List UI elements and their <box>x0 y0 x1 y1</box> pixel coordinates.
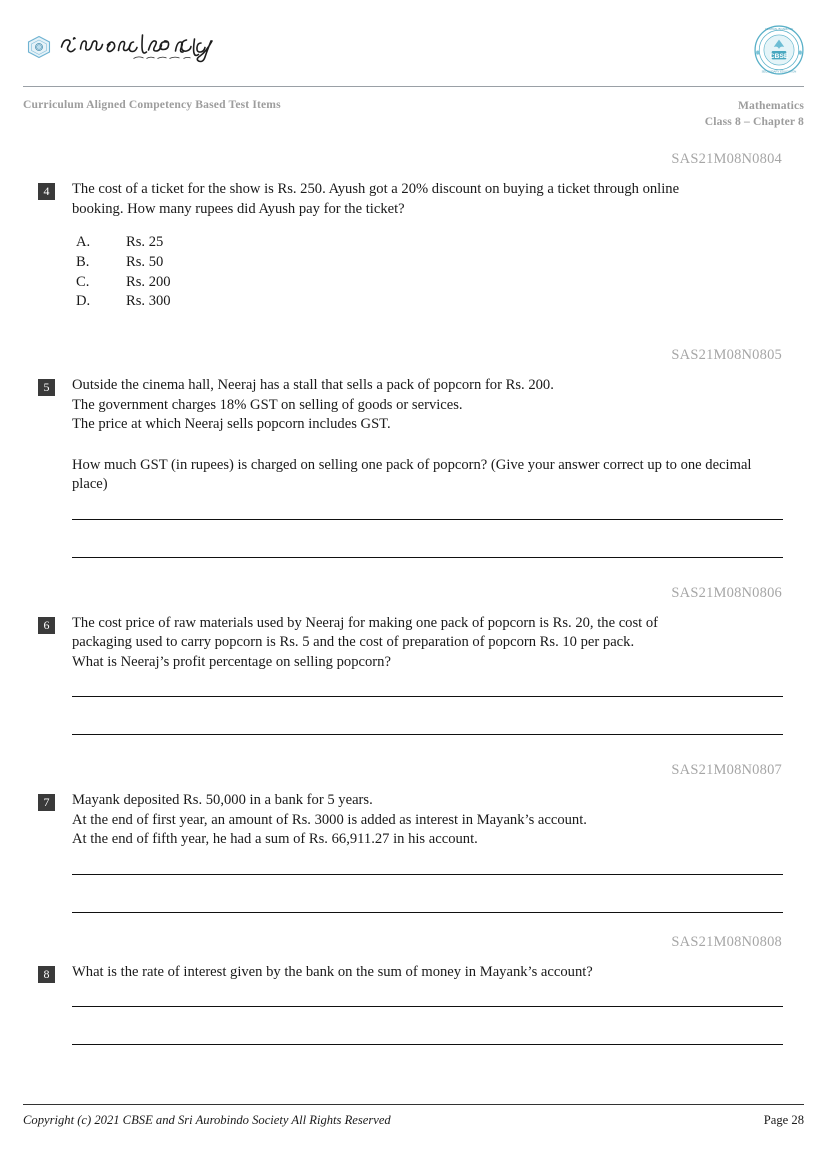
svg-text:CENTRAL BOARD OF: CENTRAL BOARD OF <box>764 27 794 32</box>
page-header-text <box>23 96 804 136</box>
question-body <box>0 791 827 850</box>
item-code: SAS21M08N0806 <box>671 584 782 601</box>
question-text-line: The price at which Neeraj sells popcorn includes GST. <box>72 416 391 433</box>
question-text-line: booking. How many rupees did Ayush pay for the ticket? <box>72 200 405 217</box>
question-text <box>72 180 783 219</box>
question-text <box>72 963 783 983</box>
item-code: SAS21M08N0805 <box>671 347 782 364</box>
answer-line[interactable] <box>72 1006 783 1007</box>
question-body <box>0 180 827 219</box>
option-letter: A. <box>76 234 91 250</box>
option-b[interactable] <box>76 253 827 273</box>
society-wordmark-icon <box>57 30 225 64</box>
header-class-chapter: Class 8 – Chapter 8 <box>704 114 804 128</box>
option-value: Rs. 50 <box>126 253 164 270</box>
svg-text:SECONDARY EDUCATION: SECONDARY EDUCATION <box>761 69 797 74</box>
header-divider <box>23 86 804 87</box>
spacer <box>0 312 827 346</box>
item-code: SAS21M08N0808 <box>671 933 782 950</box>
answer-options <box>0 233 827 312</box>
question-item-7 <box>0 761 827 913</box>
question-text-line: What is the rate of interest given by the bank on the sum of money in Mayank’s account? <box>72 963 593 980</box>
answer-lines[interactable] <box>0 519 827 558</box>
answer-line[interactable] <box>72 874 783 875</box>
question-item-8 <box>0 933 827 1046</box>
spacer <box>0 735 827 761</box>
question-text <box>72 614 783 673</box>
option-a[interactable] <box>76 233 827 253</box>
question-text <box>72 376 783 435</box>
question-number-badge: 6 <box>38 617 55 634</box>
option-value: Rs. 25 <box>126 234 164 250</box>
question-text-line: Outside the cinema hall, Neeraj has a stall that sells a pack of popcorn for Rs. 200. <box>72 377 554 394</box>
question-text-line: The government charges 18% GST on selling of goods or services. <box>72 396 463 413</box>
page-number: Page 28 <box>763 1113 804 1127</box>
spacer <box>0 558 827 584</box>
copyright-text: Copyright (c) 2021 CBSE and Sri Aurobindo Society All Rights Reserved <box>23 1113 391 1127</box>
question-number-badge: 8 <box>38 966 55 983</box>
answer-lines[interactable] <box>0 696 827 735</box>
option-c[interactable] <box>76 273 827 293</box>
question-text-line: What is Neeraj’s profit percentage on selling popcorn? <box>72 653 391 670</box>
question-item-6 <box>0 584 827 736</box>
question-text <box>72 791 783 850</box>
page-header-logos <box>0 24 827 80</box>
question-number-badge: 4 <box>38 183 55 200</box>
question-body <box>0 376 827 435</box>
option-letter: C. <box>76 273 90 290</box>
question-number-badge: 7 <box>38 794 55 811</box>
question-text-line: The cost price of raw materials used by Neeraj for making one pack of popcorn is Rs. 20, the cost of <box>72 614 659 631</box>
cbse-emblem-logo <box>753 24 805 76</box>
option-d[interactable] <box>76 292 827 312</box>
footer-divider <box>23 1104 804 1105</box>
page-title: Curriculum Aligned Competency Based Test Items <box>23 98 281 111</box>
question-text-line: The cost of a ticket for the show is Rs. 250. Ayush got a 20% discount on buying a ticket through online <box>72 181 680 197</box>
question-body <box>0 614 827 673</box>
sub-question-text: How much GST (in rupees) is charged on selling one pack of popcorn? (Give your answer correct up to one decimal place) <box>72 456 752 493</box>
page-footer <box>23 1113 804 1131</box>
answer-line[interactable] <box>72 696 783 697</box>
question-text-line: packaging used to carry popcorn is Rs. 5 and the cost of preparation of popcorn Rs. 10 per pack. <box>72 634 635 651</box>
option-value: Rs. 200 <box>126 273 171 290</box>
question-number-badge: 5 <box>38 379 55 396</box>
question-body <box>0 963 827 983</box>
item-code: SAS21M08N0804 <box>671 151 782 167</box>
header-subject: Mathematics <box>737 99 804 112</box>
answer-line[interactable] <box>72 519 783 520</box>
question-text-line: At the end of fifth year, he had a sum of Rs. 66,911.27 in his account. <box>72 831 478 848</box>
svg-text:CBSE: CBSE <box>769 52 789 60</box>
item-code: SAS21M08N0807 <box>671 762 782 779</box>
question-item-5 <box>0 346 827 558</box>
society-hexagon-icon <box>26 35 52 59</box>
answer-lines[interactable] <box>0 874 827 913</box>
spacer <box>0 913 827 933</box>
answer-line[interactable] <box>72 1044 783 1045</box>
option-value: Rs. 300 <box>126 293 171 310</box>
question-list <box>0 150 827 1045</box>
question-item-4 <box>0 150 827 312</box>
option-letter: B. <box>76 253 90 270</box>
option-letter: D. <box>76 293 91 310</box>
question-text-line: Mayank deposited Rs. 50,000 in a bank for 5 years. <box>72 792 373 809</box>
header-subject-block <box>705 98 804 129</box>
question-text-line: At the end of first year, an amount of Rs. 3000 is added as interest in Mayank’s account. <box>72 811 587 828</box>
sri-aurobindo-society-logo <box>26 30 225 64</box>
answer-lines[interactable] <box>0 1006 827 1045</box>
